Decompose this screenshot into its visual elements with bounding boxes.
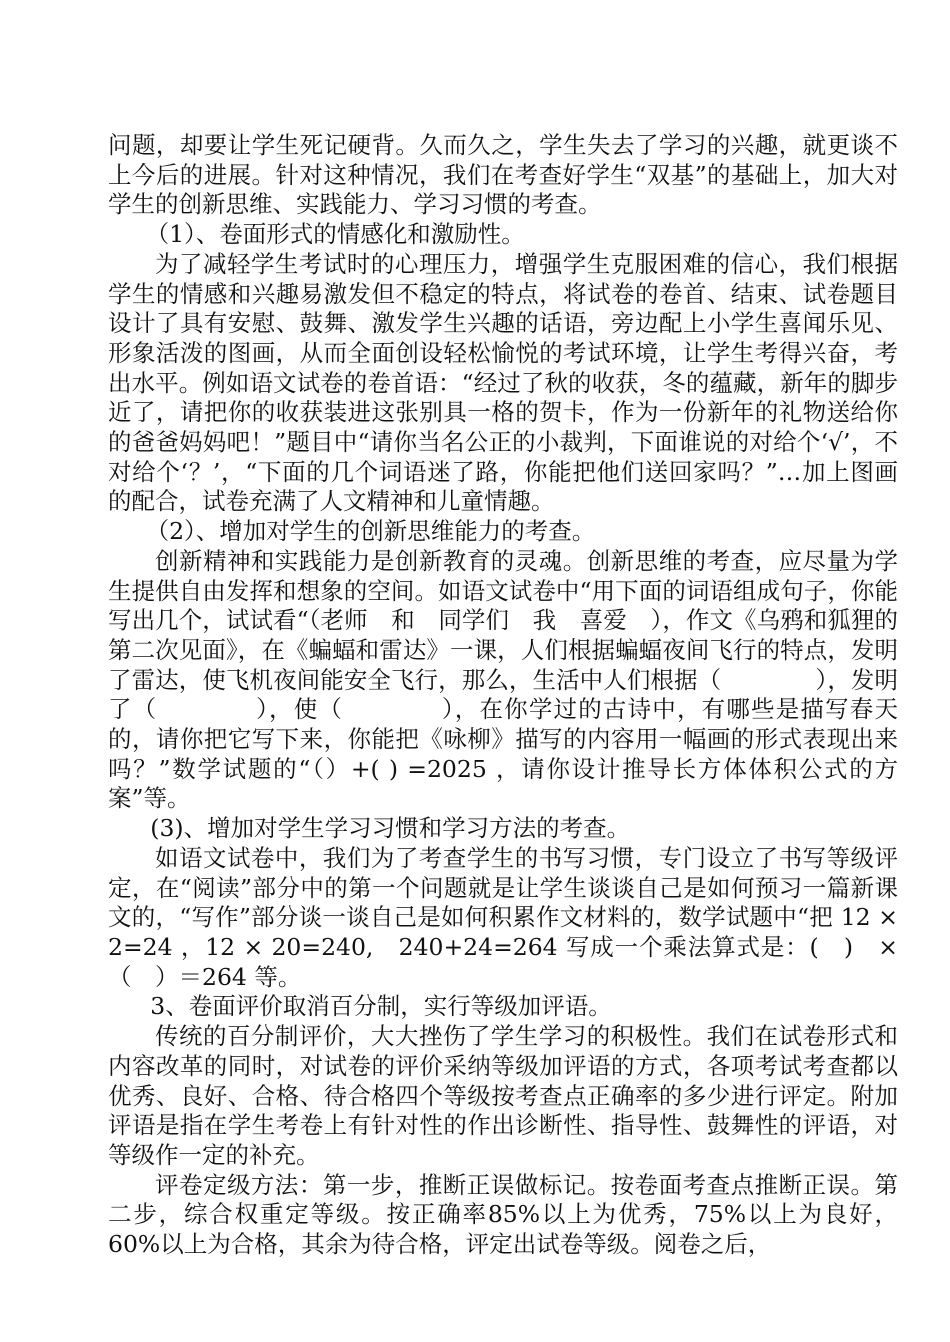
document-body: [108, 131, 898, 1260]
section-heading-1: （1）、卷面形式的情感化和激励性。: [145, 220, 525, 249]
paragraph-creative-thinking: 创新精神和实践能力是创新教育的灵魂。创新思维的考查，应尽量为学生提供自由发挥和想象的空间。如语文试卷中“用下面的词语组成句子，你能写出几个，试试看“（老师 和 同学们 我 喜爱 ），作文《乌鸦和狐狸的第二次见面》，在《蝙蝠和雷达》一课，人们根据蝙蝠夜间飞行的特点，发明了雷达，使飞机夜间能安全飞行，那么，生活中人们根据（ ），发明了（ ），使（ ），在你学过的古诗中，有哪些是描写春天的，请你把它写下来，你能把《咏柳》描写的内容用一幅画的形式表现出来吗？”数学试题的“（）+( ) =2025 ，请你设计推导长方体体积公式的方案”等。: [108, 546, 898, 813]
paragraph-emotional-design: 为了减轻学生考试时的心理压力，增强学生克服困难的信心，我们根据学生的情感和兴趣易激发但不稳定的特点，将试卷的卷首、结束、试卷题目设计了具有安慰、鼓舞、激发学生兴趣的话语，旁边配上小学生喜闻乐见、形象活泼的图画，从而全面创设轻松愉悦的考试环境，让学生考得兴奋，考出水平。例如语文试卷的卷首语：“经过了秋的收获，冬的蕴藏，新年的脚步近了，请把你的收获装进这张别具一格的贺卡，作为一份新年的礼物送给你的爸爸妈妈吧！”题目中“请你当名公正的小裁判，下面谁说的对给个‘√’，不对给个‘？’，“下面的几个词语迷了路，你能把他们送回家吗？”…加上图画的配合，试卷充满了人文精神和儿童情趣。: [108, 249, 898, 516]
section-heading-2: （2）、增加对学生的创新思维能力的考查。: [145, 517, 596, 546]
paragraph-study-habits: 如语文试卷中，我们为了考查学生的书写习惯，专门设立了书写等级评定，在“阅读”部分中的第一个问题就是让学生谈谈自己是如何预习一篇新课文的，“写作”部分谈一谈自己是如何积累作文材料的，数学试题中“把 12 × 2=24 ，12 × 20=240, 240+24=264 写成一个乘法算式是：( ) ×（ ）＝264 等。: [108, 843, 898, 991]
paragraph-grading-method: 评卷定级方法：第一步，推断正误做标记。按卷面考查点推断正误。第二步，综合权重定等级。按正确率85%以上为优秀，75%以上为良好，60%以上为合格，其余为待合格，评定出试卷等级。阅卷之后，: [108, 1170, 898, 1259]
section-heading-3: (3)、增加对学生学习习惯和学习方法的考查。: [150, 814, 631, 843]
paragraph-grading-reform: 传统的百分制评价，大大挫伤了学生学习的积极性。我们在试卷形式和内容改革的同时，对试卷的评价采纳等级加评语的方式，各项考试考查都以优秀、良好、合格、待合格四个等级按考查点正确率的多少进行评定。附加评语是指在学生考卷上有针对性的作出诊断性、指导性、鼓舞性的评语，对等级作一定的补充。: [108, 1022, 898, 1169]
paragraph-continuation: 问题，却要让学生死记硬背。久而久之，学生失去了学习的兴趣，就更谈不上今后的进展。针对这种情况，我们在考查好学生“双基”的基础上，加大对学生的创新思维、实践能力、学习习惯的考查。: [108, 131, 898, 219]
section-heading-grading: 3、卷面评价取消百分制，实行等级加评语。: [150, 992, 612, 1021]
